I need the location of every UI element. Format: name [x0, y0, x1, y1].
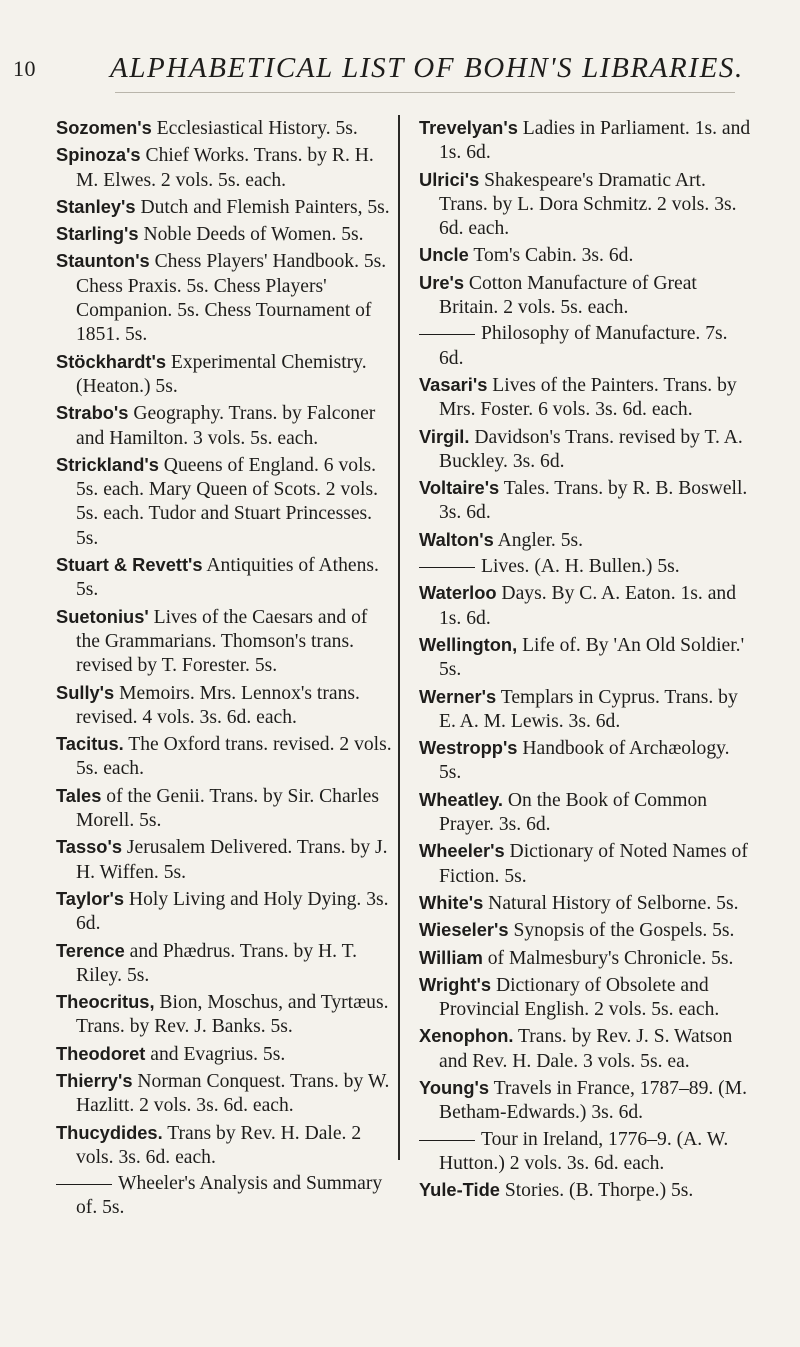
entry-heading: Ure's: [419, 271, 464, 293]
column-divider: [398, 115, 400, 1160]
catalog-entry: [419, 946, 755, 971]
entry-text: Trans by Rev. H. Dale. 2 vols. 3s. 6d. each.: [76, 1122, 362, 1168]
catalog-entry: [419, 973, 755, 1023]
entry-heading: Tacitus.: [56, 733, 124, 755]
entry-text: Chess Players' Handbook. 5s. Chess Praxis. 5s. Chess Players' Companion. 5s. Chess Tournament of 1851. 5s.: [76, 251, 387, 346]
catalog-entry: [56, 249, 392, 347]
catalog-entry: [419, 839, 755, 889]
catalog-entry: [419, 528, 755, 553]
entry-text: Ecclesiastical History. 5s.: [151, 118, 358, 139]
catalog-entry: [56, 401, 392, 451]
entry-text: Lives of the Painters. Trans. by Mrs. Foster. 6 vols. 3s. 6d. each.: [439, 374, 737, 421]
catalog-entry: [419, 1076, 755, 1126]
ditto-dash: [419, 1140, 475, 1141]
entry-heading: Wheatley.: [419, 788, 503, 810]
entry-text: Cotton Manufacture of Great Britain. 2 vols. 5s. each.: [439, 272, 697, 319]
catalog-entry: [56, 605, 392, 679]
header-rule: [115, 92, 735, 93]
catalog-entry: [419, 788, 755, 838]
entry-heading: Westropp's: [419, 737, 518, 759]
catalog-entry: [419, 633, 755, 683]
catalog-entry: [419, 373, 755, 423]
entry-text: Noble Deeds of Women. 5s.: [138, 224, 364, 246]
ditto-dash: [419, 567, 475, 568]
catalog-entry: [56, 116, 392, 141]
entry-text: Life of. By 'An Old Soldier.' 5s.: [439, 634, 745, 681]
entry-heading: Sozomen's: [56, 117, 152, 138]
catalog-entry: [56, 1042, 392, 1067]
entry-text: Travels in France, 1787–89. (M. Betham-Edwards.) 3s. 6d.: [439, 1077, 748, 1124]
catalog-entry: [419, 116, 755, 166]
entry-heading: Uncle: [419, 244, 469, 266]
entry-heading: Terence: [56, 939, 125, 961]
entry-heading: William: [419, 946, 483, 968]
entry-heading: White's: [419, 891, 484, 913]
catalog-entry: [56, 222, 392, 247]
ditto-dash: [56, 1184, 112, 1185]
catalog-entry: [56, 835, 392, 885]
catalog-entry: [56, 1069, 392, 1119]
entry-heading: Wieseler's: [419, 919, 509, 941]
catalog-entry: [419, 581, 755, 631]
entry-heading: Tales: [56, 784, 102, 806]
entry-text: Lives. (A. H. Bullen.) 5s.: [481, 556, 680, 578]
entry-text: Tales. Trans. by R. B. Boswell. 3s. 6d.: [439, 478, 748, 524]
entry-text: Tom's Cabin. 3s. 6d.: [468, 245, 634, 267]
entry-heading: Theocritus,: [56, 991, 155, 1013]
entry-text: Dictionary of Obsolete and Provincial English. 2 vols. 5s. each.: [439, 974, 720, 1021]
catalog-entry: [419, 685, 755, 735]
entry-text: Dictionary of Noted Names of Fiction. 5s.: [439, 841, 748, 887]
catalog-entry: [56, 681, 392, 731]
running-title: ALPHABETICAL LIST OF BOHN'S LIBRARIES.: [110, 52, 744, 84]
entry-text: The Oxford trans. revised. 2 vols. 5s. each.: [76, 734, 392, 780]
entry-heading: Yule-Tide: [419, 1179, 500, 1201]
entry-heading: Sully's: [56, 681, 115, 703]
entry-text: Ladies in Parliament. 1s. and 1s. 6d.: [439, 118, 751, 164]
entry-text: Stories. (B. Thorpe.) 5s.: [499, 1180, 694, 1202]
catalog-entry: [56, 195, 392, 220]
entry-text: of Malmesbury's Chronicle. 5s.: [482, 947, 734, 969]
entry-heading: Taylor's: [56, 887, 125, 909]
catalog-entry: [56, 453, 392, 551]
page-header: [0, 0, 800, 84]
entry-text: Queens of England. 6 vols. 5s. each. Mary Queen of Scots. 2 vols. 5s. each. Tudor and Stuart Princesses. 5s.: [76, 454, 379, 549]
catalog-entry: [419, 1024, 755, 1074]
catalog-entry: [56, 784, 392, 834]
catalog-entry: [419, 243, 755, 268]
entry-text: Lives of the Caesars and of the Grammarians. Thomson's trans. revised by T. Forester. 5s.: [76, 606, 368, 677]
catalog-entry: [419, 891, 755, 916]
entry-heading: Wellington,: [419, 633, 518, 655]
entry-text: On the Book of Common Prayer. 3s. 6d.: [439, 789, 708, 836]
catalog-entry: [419, 1128, 755, 1177]
entry-heading: Theodoret: [56, 1042, 146, 1064]
entry-text: Experimental Chemistry. (Heaton.) 5s.: [76, 351, 367, 397]
entry-heading: Werner's: [419, 685, 497, 707]
catalog-entry: [56, 1172, 392, 1221]
catalog-entry: [419, 168, 755, 242]
entry-text: of the Genii. Trans. by Sir. Charles Morell. 5s.: [76, 785, 379, 832]
entry-heading: Thierry's: [56, 1069, 133, 1091]
entry-heading: Stanley's: [56, 195, 136, 217]
entry-text: and Evagrius. 5s.: [145, 1043, 286, 1065]
entry-heading: Stuart & Revett's: [56, 554, 203, 576]
catalog-entry: [419, 555, 755, 579]
catalog-entry: [56, 143, 392, 193]
catalog-entry: [56, 887, 392, 937]
catalog-entry: [419, 736, 755, 786]
entry-heading: Tasso's: [56, 836, 122, 858]
entry-heading: Xenophon.: [419, 1025, 514, 1047]
entry-heading: Voltaire's: [419, 477, 500, 499]
entry-text: Chief Works. Trans. by R. H. M. Elwes. 2 vols. 5s. each.: [76, 145, 374, 191]
entry-heading: Waterloo: [419, 582, 497, 604]
catalog-entry: [419, 476, 755, 526]
entry-text: Wheeler's Analysis and Summary of. 5s.: [76, 1173, 383, 1219]
entry-text: Trans. by Rev. J. S. Watson and Rev. H. Dale. 3 vols. 5s. ea.: [439, 1026, 733, 1072]
ditto-dash: [419, 334, 475, 335]
entry-heading: Wright's: [419, 973, 492, 995]
catalog-entry: [56, 990, 392, 1040]
entry-heading: Staunton's: [56, 250, 150, 272]
catalog-entry: [419, 425, 755, 475]
entry-text: Norman Conquest. Trans. by W. Hazlitt. 2 vols. 3s. 6d. each.: [76, 1070, 390, 1117]
entry-heading: Ulrici's: [419, 168, 480, 190]
entry-text: Shakespeare's Dramatic Art. Trans. by L. Dora Schmitz. 2 vols. 3s. 6d. each.: [439, 169, 737, 240]
entry-heading: Thucydides.: [56, 1121, 163, 1143]
entry-text: Holy Living and Holy Dying. 3s. 6d.: [76, 888, 389, 935]
entry-text: Bion, Moschus, and Tyrtæus. Trans. by Rev. J. Banks. 5s.: [76, 992, 389, 1038]
entry-text: Memoirs. Mrs. Lennox's trans. revised. 4 vols. 3s. 6d. each.: [76, 682, 360, 728]
entry-heading: Wheeler's: [419, 840, 505, 862]
entry-heading: Starling's: [56, 223, 139, 245]
entry-heading: Spinoza's: [56, 144, 141, 166]
entry-text: Synopsis of the Gospels. 5s.: [508, 920, 735, 942]
catalog-entry: [56, 732, 392, 782]
catalog-entry: [56, 553, 392, 603]
page-number: 10: [13, 56, 36, 81]
entry-text: Geography. Trans. by Falconer and Hamilton. 3 vols. 5s. each.: [76, 403, 376, 449]
catalog-entry: [419, 1178, 755, 1203]
entry-text: Natural History of Selborne. 5s.: [483, 892, 739, 914]
catalog-entry: [56, 939, 392, 989]
catalog-entry: [419, 322, 755, 371]
catalog-entry: [56, 1121, 392, 1171]
entry-text: Templars in Cyprus. Trans. by E. A. M. Lewis. 3s. 6d.: [439, 686, 738, 732]
entry-heading: Strabo's: [56, 402, 129, 424]
entry-heading: Stöckhardt's: [56, 350, 166, 372]
right-column: [419, 116, 755, 1205]
entry-heading: Vasari's: [419, 373, 488, 395]
entry-text: Handbook of Archæology. 5s.: [439, 738, 730, 784]
entry-text: Angler. 5s.: [493, 529, 584, 551]
entry-heading: Strickland's: [56, 453, 159, 475]
entry-text: Days. By C. A. Eaton. 1s. and 1s. 6d.: [439, 583, 736, 629]
entry-heading: Young's: [419, 1076, 490, 1098]
entry-heading: Walton's: [419, 528, 494, 550]
entry-text: Jerusalem Delivered. Trans. by J. H. Wiffen. 5s.: [76, 837, 388, 883]
catalog-entry: [419, 271, 755, 321]
entry-heading: Suetonius': [56, 605, 149, 627]
entry-text: Philosophy of Manufacture. 7s. 6d.: [439, 323, 728, 369]
catalog-entry: [56, 350, 392, 400]
entry-text: Dutch and Flemish Painters, 5s.: [135, 196, 390, 218]
entry-heading: Trevelyan's: [419, 117, 518, 138]
entry-heading: Virgil.: [419, 425, 470, 447]
entry-text: Tour in Ireland, 1776–9. (A. W. Hutton.) 2 vols. 3s. 6d. each.: [439, 1128, 729, 1174]
catalog-entry: [419, 918, 755, 943]
left-column: [56, 116, 392, 1223]
entry-text: and Phædrus. Trans. by H. T. Riley. 5s.: [76, 940, 358, 986]
entry-text: Antiquities of Athens. 5s.: [76, 555, 379, 601]
entry-text: Davidson's Trans. revised by T. A. Buckley. 3s. 6d.: [439, 426, 743, 472]
